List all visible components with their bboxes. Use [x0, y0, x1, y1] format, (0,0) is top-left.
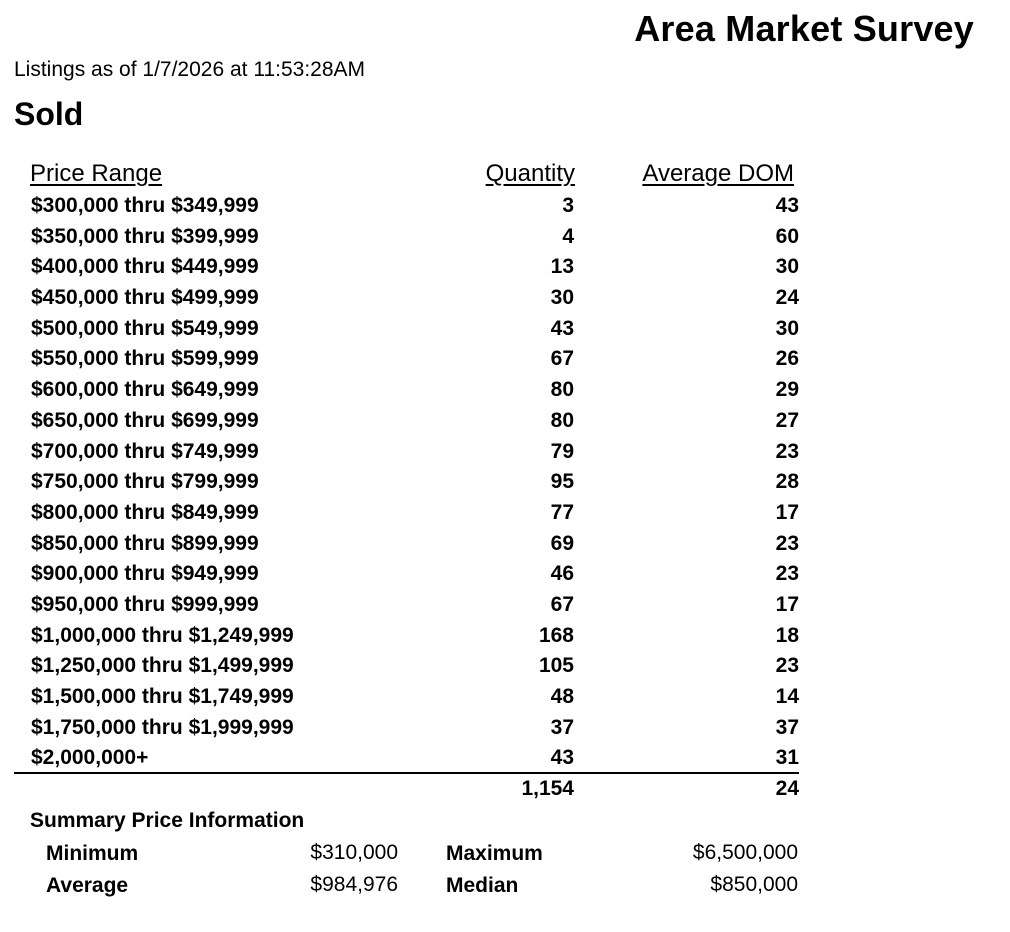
- maximum-label: Maximum: [446, 842, 543, 865]
- totals-divider: [14, 772, 799, 774]
- quantity-cell: 37: [550, 715, 574, 739]
- quantity-cell: 4: [562, 224, 574, 248]
- average-dom-cell: 26: [775, 347, 799, 371]
- quantity-cell: 30: [550, 286, 574, 310]
- quantity-cell: 13: [550, 255, 574, 279]
- price-range-cell: $750,000 thru $799,999: [31, 470, 259, 494]
- price-range-cell: $1,500,000 thru $1,749,999: [31, 685, 294, 708]
- quantity-cell: 79: [550, 439, 574, 463]
- quantity-cell: 46: [550, 562, 574, 586]
- quantity-cell: 48: [550, 685, 574, 708]
- quantity-cell: 105: [538, 654, 574, 678]
- quantity-cell: 43: [550, 316, 574, 340]
- average-dom-cell: 43: [775, 194, 799, 217]
- quantity-cell: 3: [562, 194, 574, 217]
- table-row: [0, 529, 1010, 560]
- price-range-cell: $500,000 thru $549,999: [31, 316, 259, 340]
- quantity-cell: 69: [550, 531, 574, 555]
- table-row: [0, 344, 1010, 375]
- price-range-cell: $450,000 thru $499,999: [31, 286, 259, 310]
- average-dom-cell: 29: [775, 378, 799, 402]
- price-range-cell: $850,000 thru $899,999: [31, 531, 259, 555]
- average-dom-cell: 60: [775, 224, 799, 248]
- quantity-cell: 80: [550, 408, 574, 432]
- price-range-cell: $550,000 thru $599,999: [31, 347, 259, 371]
- average-dom-cell: 27: [775, 408, 799, 432]
- price-range-cell: $900,000 thru $949,999: [31, 562, 259, 586]
- quantity-cell: 77: [550, 500, 574, 524]
- table-row: [0, 467, 1010, 498]
- price-range-cell: $700,000 thru $749,999: [31, 439, 259, 463]
- price-range-cell: $300,000 thru $349,999: [31, 194, 259, 217]
- average-label: Average: [46, 874, 129, 897]
- average-dom-cell: 23: [775, 531, 799, 555]
- average-dom-cell: 28: [775, 470, 799, 494]
- median-label: Median: [446, 874, 519, 897]
- report-title: Area Market Survey: [634, 8, 974, 49]
- average-value: $984,976: [310, 873, 398, 896]
- quantity-cell: 80: [550, 378, 574, 402]
- price-range-cell: $600,000 thru $649,999: [31, 378, 259, 402]
- total-quantity: 1,154: [521, 777, 574, 800]
- average-dom-cell: 14: [775, 685, 799, 708]
- average-dom-cell: 31: [775, 746, 799, 770]
- table-row: [0, 406, 1010, 437]
- table-row: [0, 375, 1010, 406]
- section-heading: Sold: [14, 96, 84, 132]
- average-dom-cell: 17: [775, 500, 799, 524]
- price-range-cell: $650,000 thru $699,999: [31, 408, 259, 432]
- table-row: [0, 590, 1010, 621]
- average-dom-cell: 37: [775, 715, 799, 739]
- table-row: [0, 437, 1010, 468]
- minimum-label: Minimum: [46, 842, 139, 865]
- price-range-cell: $1,000,000 thru $1,249,999: [31, 623, 294, 647]
- quantity-cell: 67: [550, 347, 574, 371]
- price-range-header: Price Range: [30, 160, 163, 187]
- average-dom-cell: 23: [775, 439, 799, 463]
- table-row: [0, 713, 1010, 744]
- totals-row: [0, 777, 1010, 807]
- listings-timestamp: Listings as of 1/7/2026 at 11:53:28AM: [14, 58, 366, 81]
- table-row: [0, 682, 1010, 713]
- table-row: [0, 498, 1010, 529]
- table-row: [0, 621, 1010, 652]
- table-row: [0, 222, 1010, 253]
- quantity-cell: 67: [550, 592, 574, 616]
- table-row: [0, 252, 1010, 283]
- average-dom-cell: 23: [775, 562, 799, 586]
- price-range-cell: $950,000 thru $999,999: [31, 592, 259, 616]
- price-range-cell: $1,250,000 thru $1,499,999: [31, 654, 294, 678]
- total-average-dom: 24: [775, 777, 799, 800]
- average-dom-cell: 24: [775, 286, 799, 310]
- table-row: [0, 283, 1010, 314]
- quantity-cell: 43: [550, 746, 574, 770]
- summary-heading: Summary Price Information: [30, 809, 305, 832]
- minimum-value: $310,000: [310, 841, 398, 864]
- average-dom-cell: 17: [775, 592, 799, 616]
- price-range-table: [0, 191, 1010, 774]
- average-dom-cell: 23: [775, 654, 799, 678]
- average-dom-cell: 30: [775, 255, 799, 279]
- price-range-cell: $1,750,000 thru $1,999,999: [31, 715, 294, 739]
- price-range-cell: $800,000 thru $849,999: [31, 500, 259, 524]
- quantity-header: Quantity: [485, 160, 575, 187]
- price-range-cell: $2,000,000+: [31, 746, 149, 770]
- table-row: [0, 191, 1010, 222]
- price-range-cell: $400,000 thru $449,999: [31, 255, 259, 279]
- median-value: $850,000: [710, 873, 798, 896]
- average-dom-header: Average DOM: [642, 160, 794, 187]
- quantity-cell: 168: [538, 623, 574, 647]
- table-row: [0, 651, 1010, 682]
- maximum-value: $6,500,000: [692, 841, 798, 864]
- table-row: [0, 314, 1010, 345]
- average-dom-cell: 18: [775, 623, 799, 647]
- quantity-cell: 95: [550, 470, 574, 494]
- table-row: [0, 559, 1010, 590]
- table-row: [0, 743, 1010, 774]
- average-dom-cell: 30: [775, 316, 799, 340]
- price-range-cell: $350,000 thru $399,999: [31, 224, 259, 248]
